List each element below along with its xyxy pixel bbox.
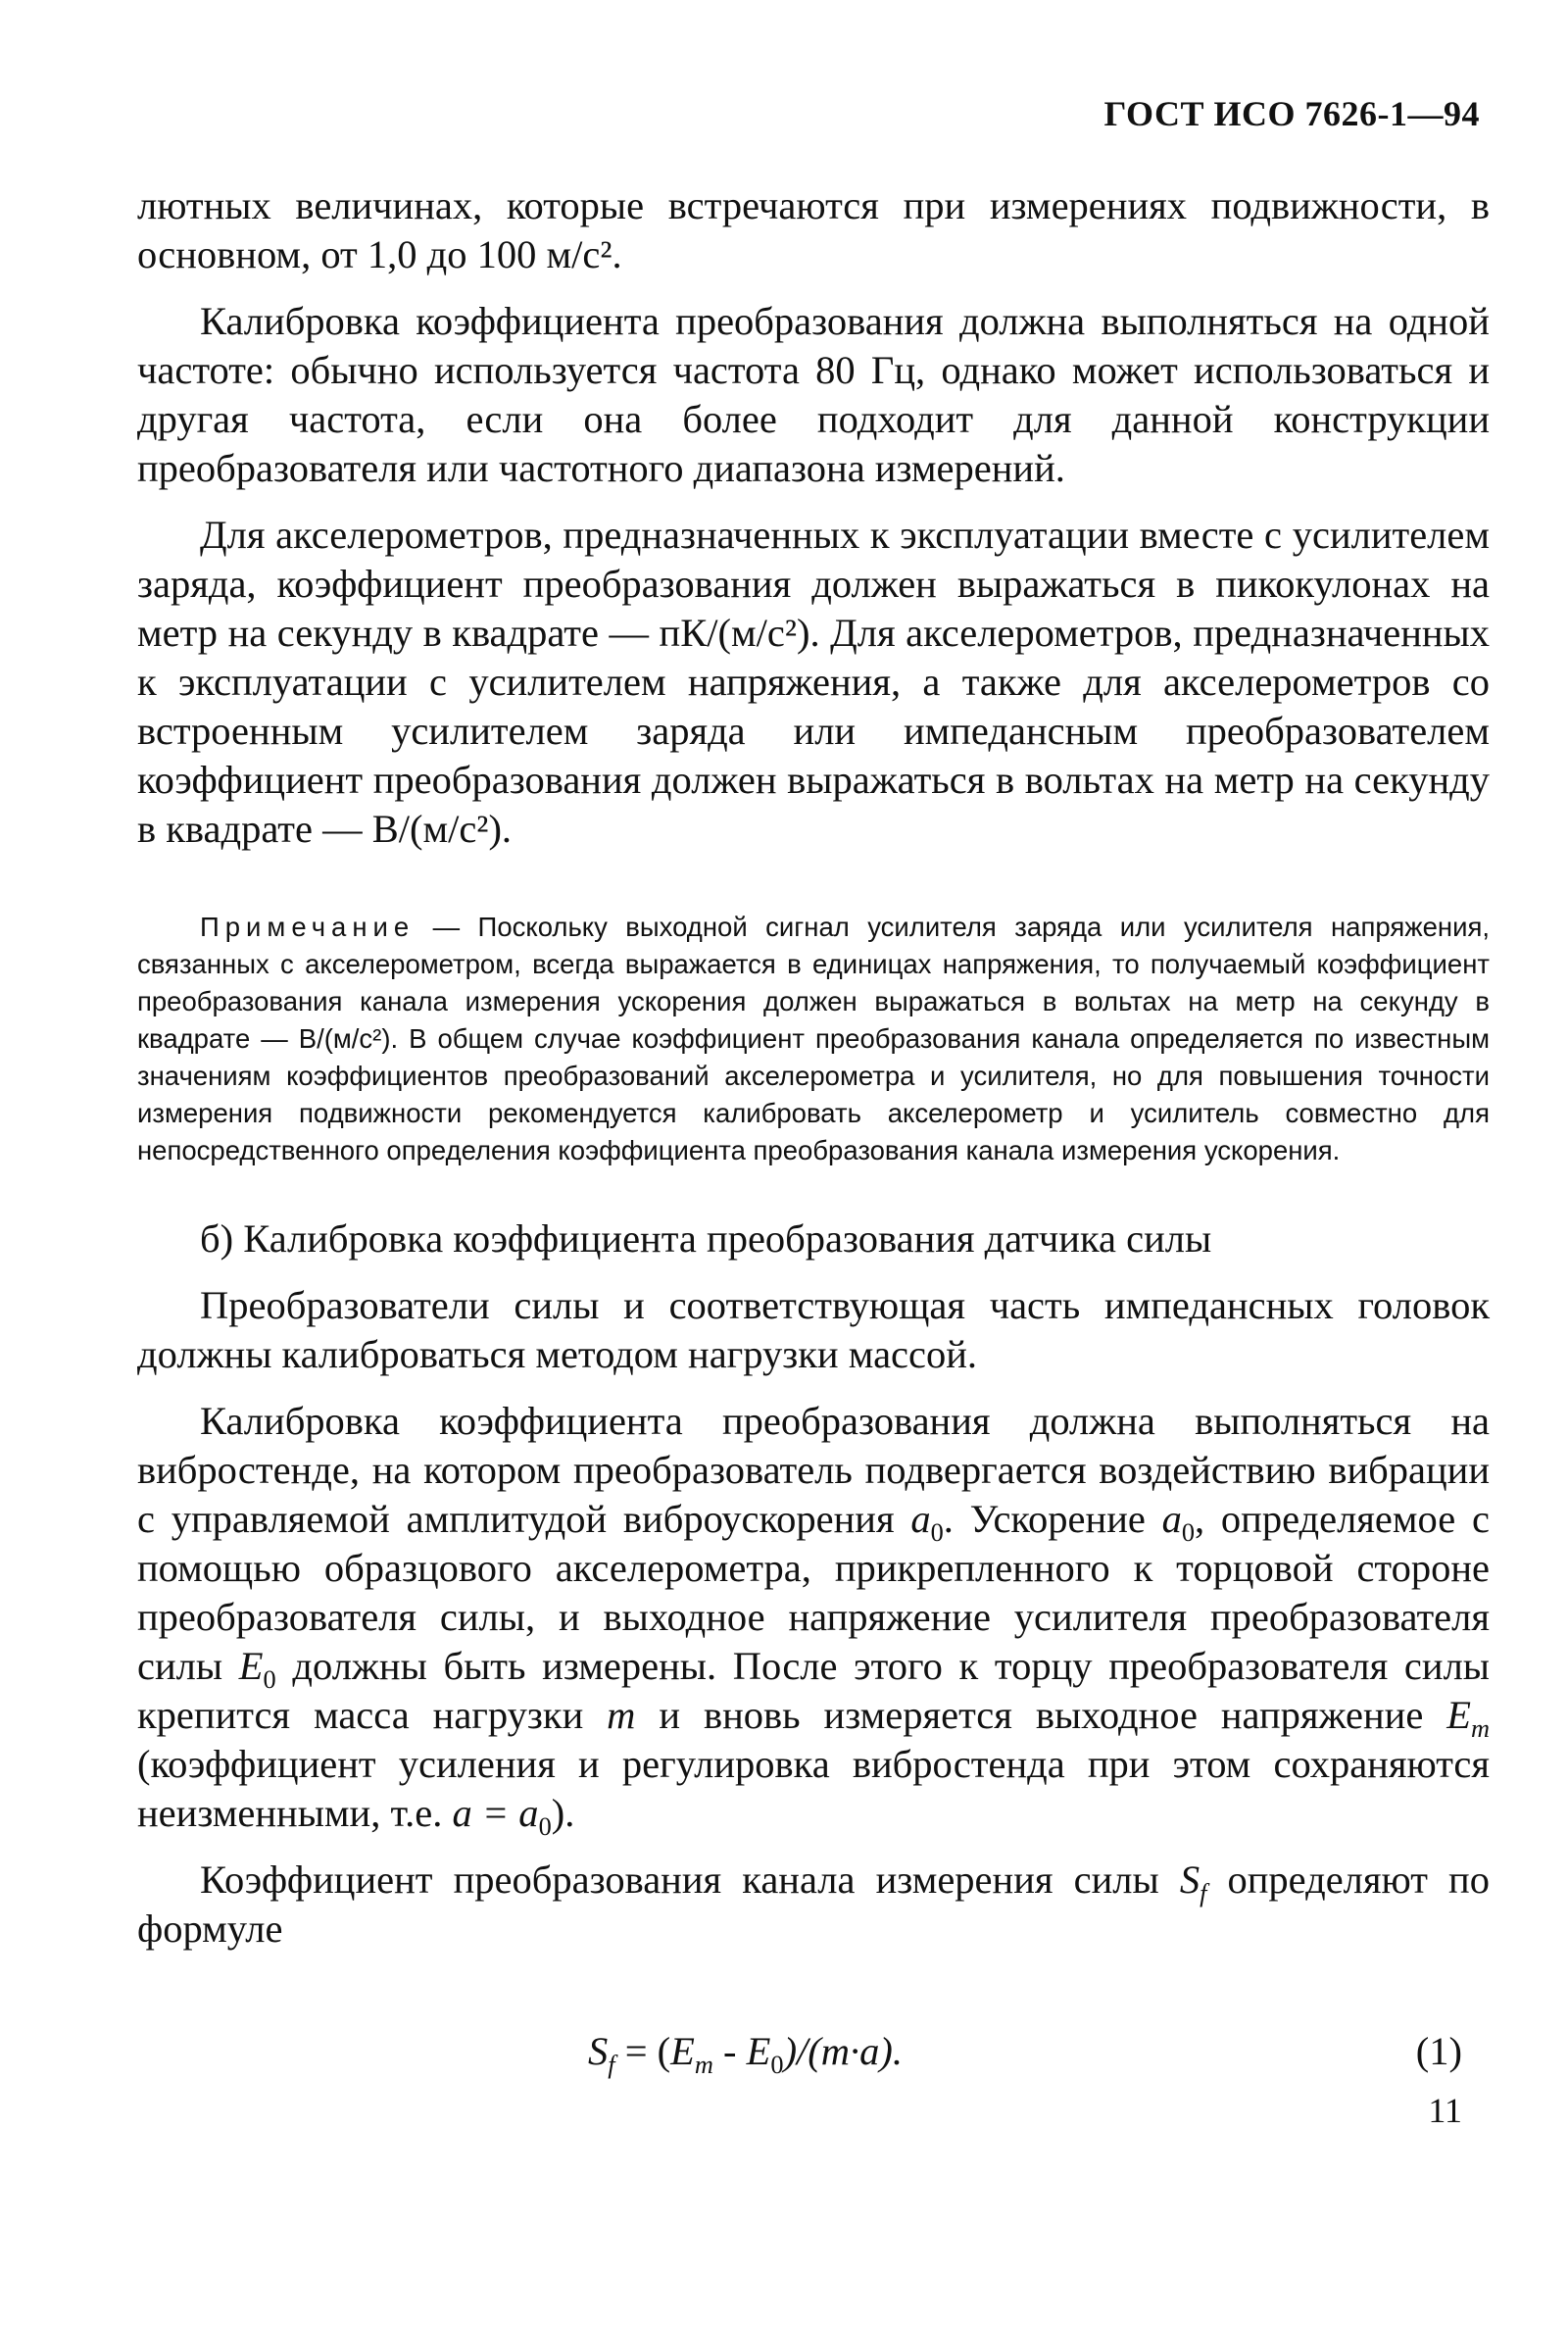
page-number: 11 [1428, 2091, 1462, 2130]
document-header: ГОСТ ИСО 7626-1—94 [1103, 94, 1480, 133]
paragraph-force-transducers: Преобразователи силы и соответствующая часть импедансных головок должны калиброваться методом нагрузки массой. [137, 1283, 1490, 1376]
formula-number: (1) [1415, 2029, 1462, 2073]
paragraph-vibration-table: Калибровка коэффициента преобразования должна выполняться на вибростенде, на котором преобразователь подвергается воздействию вибрации с управляемой амплитудой виброускорения $a_0$. Ускорение $a_0$, определяемое с помощью образцового акселерометра, прикрепленного к торцовой стороне преобразователя силы, и выходное напряжение усилителя преобразователя силы $E_0$ должны быть измерены. После этого к торцу преобразователя силы крепится масса нагрузки m и вновь измеряется выходное напряжение $E_m$ (коэффициент усиления и регулировка вибростенда при этом сохраняются неизменными, т.е. $a = a_0$). [137, 1399, 1490, 1842]
note-text: — Поскольку выходной сигнал усилителя заряда или усилителя напряжения, связанных с акселерометром, всегда выражается в единицах напряжения, то получаемый коэффициент преобразования канала измерения ускорения должен выражаться в вольтах на метр на секунду в квадрате — В/(м/с²). В общем случае коэффициент преобразования канала определяется по известным значениям коэффициентов преобразований акселерометра и усилителя, но для повышения точности измерения подвижности рекомендуется калибровать акселерометр и усилитель совместно для непосредственного определения коэффициента преобразования канала измерения ускорения. [137, 912, 1490, 1165]
formula-sensitivity: $S_f = (E_m - E_0)/(m\cdot a)$. [588, 2029, 904, 2080]
note-label: Примечание [200, 912, 416, 942]
paragraph-continuation: лютных величинах, которые встречаются при измерениях подвижности, в основном, от 1,0 до 100 м/с². [137, 183, 1490, 276]
body-text [137, 181, 1490, 854]
section-b [137, 1214, 1490, 1954]
paragraph-force-sensitivity: Коэффициент преобразования канала измерения силы $S_f$ определяют по формуле [137, 1857, 1490, 1951]
formula-row [137, 2022, 1490, 2130]
note-block [137, 909, 1490, 1169]
section-b-heading: б) Калибровка коэффициента преобразования датчика силы [200, 1216, 1212, 1261]
document-page [137, 93, 1490, 2130]
paragraph-calibration-frequency: Калибровка коэффициента преобразования должна выполняться на одной частоте: обычно используется частота 80 Гц, однако может использоваться и другая частота, если она более подходит для данной конструкции преобразователя или частотного диапазона измерений. [137, 299, 1490, 490]
paragraph-accelerometer-units: Для акселерометров, предназначенных к эксплуатации вместе с усилителем заряда, коэффициент преобразования должен выражаться в пикокулонах на метр на секунду в квадрате — пК/(м/с²). Для акселерометров, предназначенных к эксплуатации с усилителем напряжения, а также для акселерометров со встроенным усилителем заряда или импедансным преобразователем коэффициент преобразования должен выражаться в вольтах на метр на секунду в квадрате — В/(м/с²). [137, 513, 1490, 851]
